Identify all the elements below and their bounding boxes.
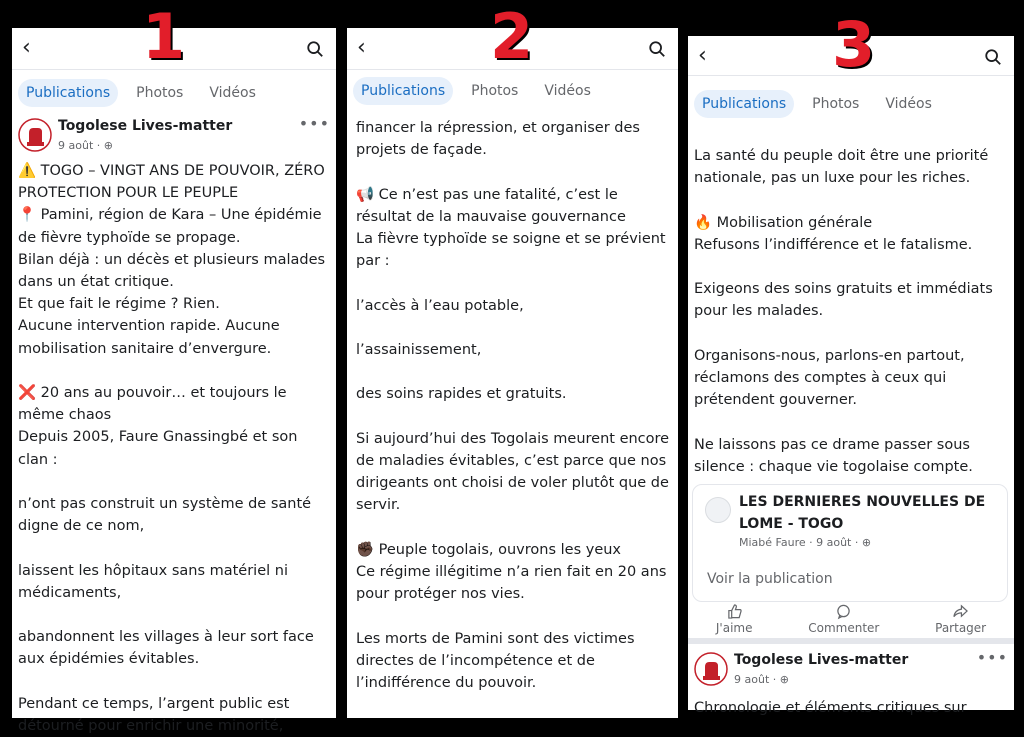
post-actions bbox=[688, 604, 1014, 644]
post-line bbox=[18, 360, 330, 382]
post-line: Ce régime illégitime n’a rien fait en 20 ans pour protéger nos vies. bbox=[356, 564, 672, 603]
profile-tabs bbox=[12, 76, 336, 110]
post-line bbox=[356, 272, 672, 294]
shared-post-card[interactable] bbox=[692, 484, 1008, 602]
tab-photos[interactable]: Photos bbox=[136, 85, 184, 101]
tab-publications[interactable]: Publications bbox=[18, 79, 118, 107]
post-line bbox=[356, 406, 672, 428]
post-author[interactable]: Togolese Lives-matter bbox=[58, 118, 233, 134]
screenshot-panel-2 bbox=[347, 28, 678, 718]
post-line bbox=[694, 411, 1008, 433]
comment-label: Commenter bbox=[808, 621, 880, 635]
globe-icon: ⊕ bbox=[779, 673, 789, 686]
post-line bbox=[18, 604, 330, 626]
post-meta bbox=[734, 673, 789, 686]
post-author[interactable]: Togolese Lives-matter bbox=[734, 652, 909, 668]
profile-tabs bbox=[688, 87, 1014, 121]
post-line: La fièvre typhoïde se soigne et se prévient par : bbox=[356, 231, 671, 270]
post-line: Pendant ce temps, l’argent public est détourné pour enrichir une minorité, bbox=[18, 695, 294, 735]
post-line: financer la répression, et organiser des projets de façade. bbox=[356, 120, 645, 159]
post-line: 📍 Pamini, région de Kara – Une épidémie de fièvre typhoïde se propage. bbox=[18, 207, 327, 246]
post-line: Depuis 2005, Faure Gnassingbé et son clan : bbox=[18, 429, 303, 468]
share-button[interactable] bbox=[935, 604, 986, 638]
post-line: Organisons-nous, parlons-en partout, réclamons des comptes à ceux qui prétendent gouverner. bbox=[694, 347, 970, 409]
post-line: Bilan déjà : un décès et plusieurs malades dans un état critique. bbox=[18, 251, 330, 291]
tab-publications[interactable]: Publications bbox=[694, 90, 794, 118]
post-line: Aucune intervention rapide. Aucune mobilisation sanitaire d’envergure. bbox=[18, 318, 285, 357]
more-options-icon[interactable]: ••• bbox=[298, 114, 330, 133]
comment-button[interactable] bbox=[808, 604, 879, 638]
post-line: Si aujourd’hui des Togolais meurent encore de maladies évitables, c’est parce que nos dirigeants ont choisi de voler plutôt que de servir. bbox=[356, 430, 674, 514]
post-line bbox=[356, 517, 672, 539]
view-post-link[interactable]: Voir la publication bbox=[707, 571, 833, 587]
shared-post-author-date: Miabé Faure · 9 août · bbox=[739, 536, 862, 549]
thumbs-up-icon bbox=[727, 604, 742, 619]
post-line bbox=[18, 471, 330, 493]
share-label: Partager bbox=[935, 621, 987, 635]
post-text bbox=[694, 145, 1008, 478]
search-icon[interactable] bbox=[306, 40, 324, 58]
back-arrow-icon[interactable]: ‹ bbox=[22, 35, 31, 60]
tab-publications[interactable]: Publications bbox=[353, 77, 453, 105]
post-line: des soins rapides et gratuits. bbox=[356, 386, 567, 403]
tab-photos[interactable]: Photos bbox=[812, 96, 860, 112]
post-text bbox=[18, 160, 330, 737]
search-icon[interactable] bbox=[984, 48, 1002, 66]
post-header bbox=[12, 114, 336, 158]
post-meta bbox=[58, 139, 113, 152]
post-line: La santé du peuple doit être une priorité nationale, pas un luxe pour les riches. bbox=[694, 148, 993, 187]
post-line: ⚠️ TOGO – VINGT ANS DE POUVOIR, ZÉRO PROTECTION POUR LE PEUPLE bbox=[18, 163, 330, 202]
screenshot-panel-1 bbox=[12, 28, 336, 735]
post-line bbox=[356, 361, 672, 383]
post-line: Et que fait le régime ? Rien. bbox=[18, 296, 220, 313]
globe-icon: ⊕ bbox=[103, 139, 113, 152]
search-icon[interactable] bbox=[648, 40, 666, 58]
post-date: 9 août · bbox=[734, 673, 780, 686]
post-line: 🔥 Mobilisation générale bbox=[694, 214, 873, 231]
post-line: Exigeons des soins gratuits et immédiats pour les malades. bbox=[694, 281, 998, 320]
shared-post-meta bbox=[739, 536, 871, 549]
share-icon bbox=[953, 604, 968, 619]
post-line bbox=[694, 189, 1008, 211]
post-line: ❌ 20 ans au pouvoir… et toujours le même chaos bbox=[18, 385, 292, 424]
panel-number-2: 2 bbox=[490, 0, 532, 73]
post-line: n’ont pas construit un système de santé digne de ce nom, bbox=[18, 496, 316, 535]
post-line bbox=[694, 256, 1008, 278]
post-text bbox=[356, 117, 672, 694]
post-line: ✊🏿 Peuple togolais, ouvrons les yeux bbox=[356, 541, 622, 558]
tab-photos[interactable]: Photos bbox=[471, 83, 519, 99]
post-line bbox=[356, 605, 672, 627]
globe-icon: ⊕ bbox=[861, 536, 872, 549]
post-text-preview: Chronologie et éléments critiques sur bbox=[694, 700, 967, 716]
page-avatar[interactable] bbox=[705, 497, 731, 523]
post-line bbox=[18, 671, 330, 693]
avatar[interactable] bbox=[694, 652, 728, 686]
back-arrow-icon[interactable]: ‹ bbox=[698, 43, 707, 68]
back-arrow-icon[interactable]: ‹ bbox=[357, 35, 366, 60]
avatar[interactable] bbox=[18, 118, 52, 152]
post-line: abandonnent les villages à leur sort face aux épidémies évitables. bbox=[18, 629, 319, 668]
comment-icon bbox=[836, 604, 851, 619]
panel-number-1: 1 bbox=[142, 0, 184, 73]
tab-videos[interactable]: Vidéos bbox=[209, 85, 256, 101]
panel-number-3: 3 bbox=[832, 8, 874, 81]
like-label: J'aime bbox=[715, 621, 753, 635]
post-line bbox=[356, 317, 672, 339]
post-line: Refusons l’indifférence et le fatalisme. bbox=[694, 236, 973, 253]
post-line bbox=[694, 323, 1008, 345]
shared-page-name[interactable]: LES DERNIERES NOUVELLES DE LOME - TOGO bbox=[739, 494, 986, 532]
post-line: Les morts de Pamini sont des victimes directes de l’incompétence et de l’indifférence du pouvoir. bbox=[356, 630, 640, 692]
tab-videos[interactable]: Vidéos bbox=[885, 96, 932, 112]
post-line bbox=[18, 537, 330, 559]
post-line bbox=[356, 161, 672, 183]
post-line: laissent les hôpitaux sans matériel ni médicaments, bbox=[18, 562, 293, 601]
post-line: 📢 Ce n’est pas une fatalité, c’est le résultat de la mauvaise gouvernance bbox=[356, 186, 626, 225]
profile-tabs bbox=[347, 74, 678, 108]
more-options-icon[interactable]: ••• bbox=[976, 648, 1008, 667]
post-line: l’assainissement, bbox=[356, 342, 482, 359]
like-button[interactable] bbox=[716, 604, 753, 638]
post-date: 9 août · bbox=[58, 139, 104, 152]
post-line: l’accès à l’eau potable, bbox=[356, 297, 524, 314]
tab-videos[interactable]: Vidéos bbox=[544, 83, 591, 99]
post-header bbox=[688, 648, 1014, 692]
screenshot-panel-3 bbox=[688, 36, 1014, 716]
post-line: Ne laissons pas ce drame passer sous silence : chaque vie togolaise compte. bbox=[694, 436, 975, 475]
